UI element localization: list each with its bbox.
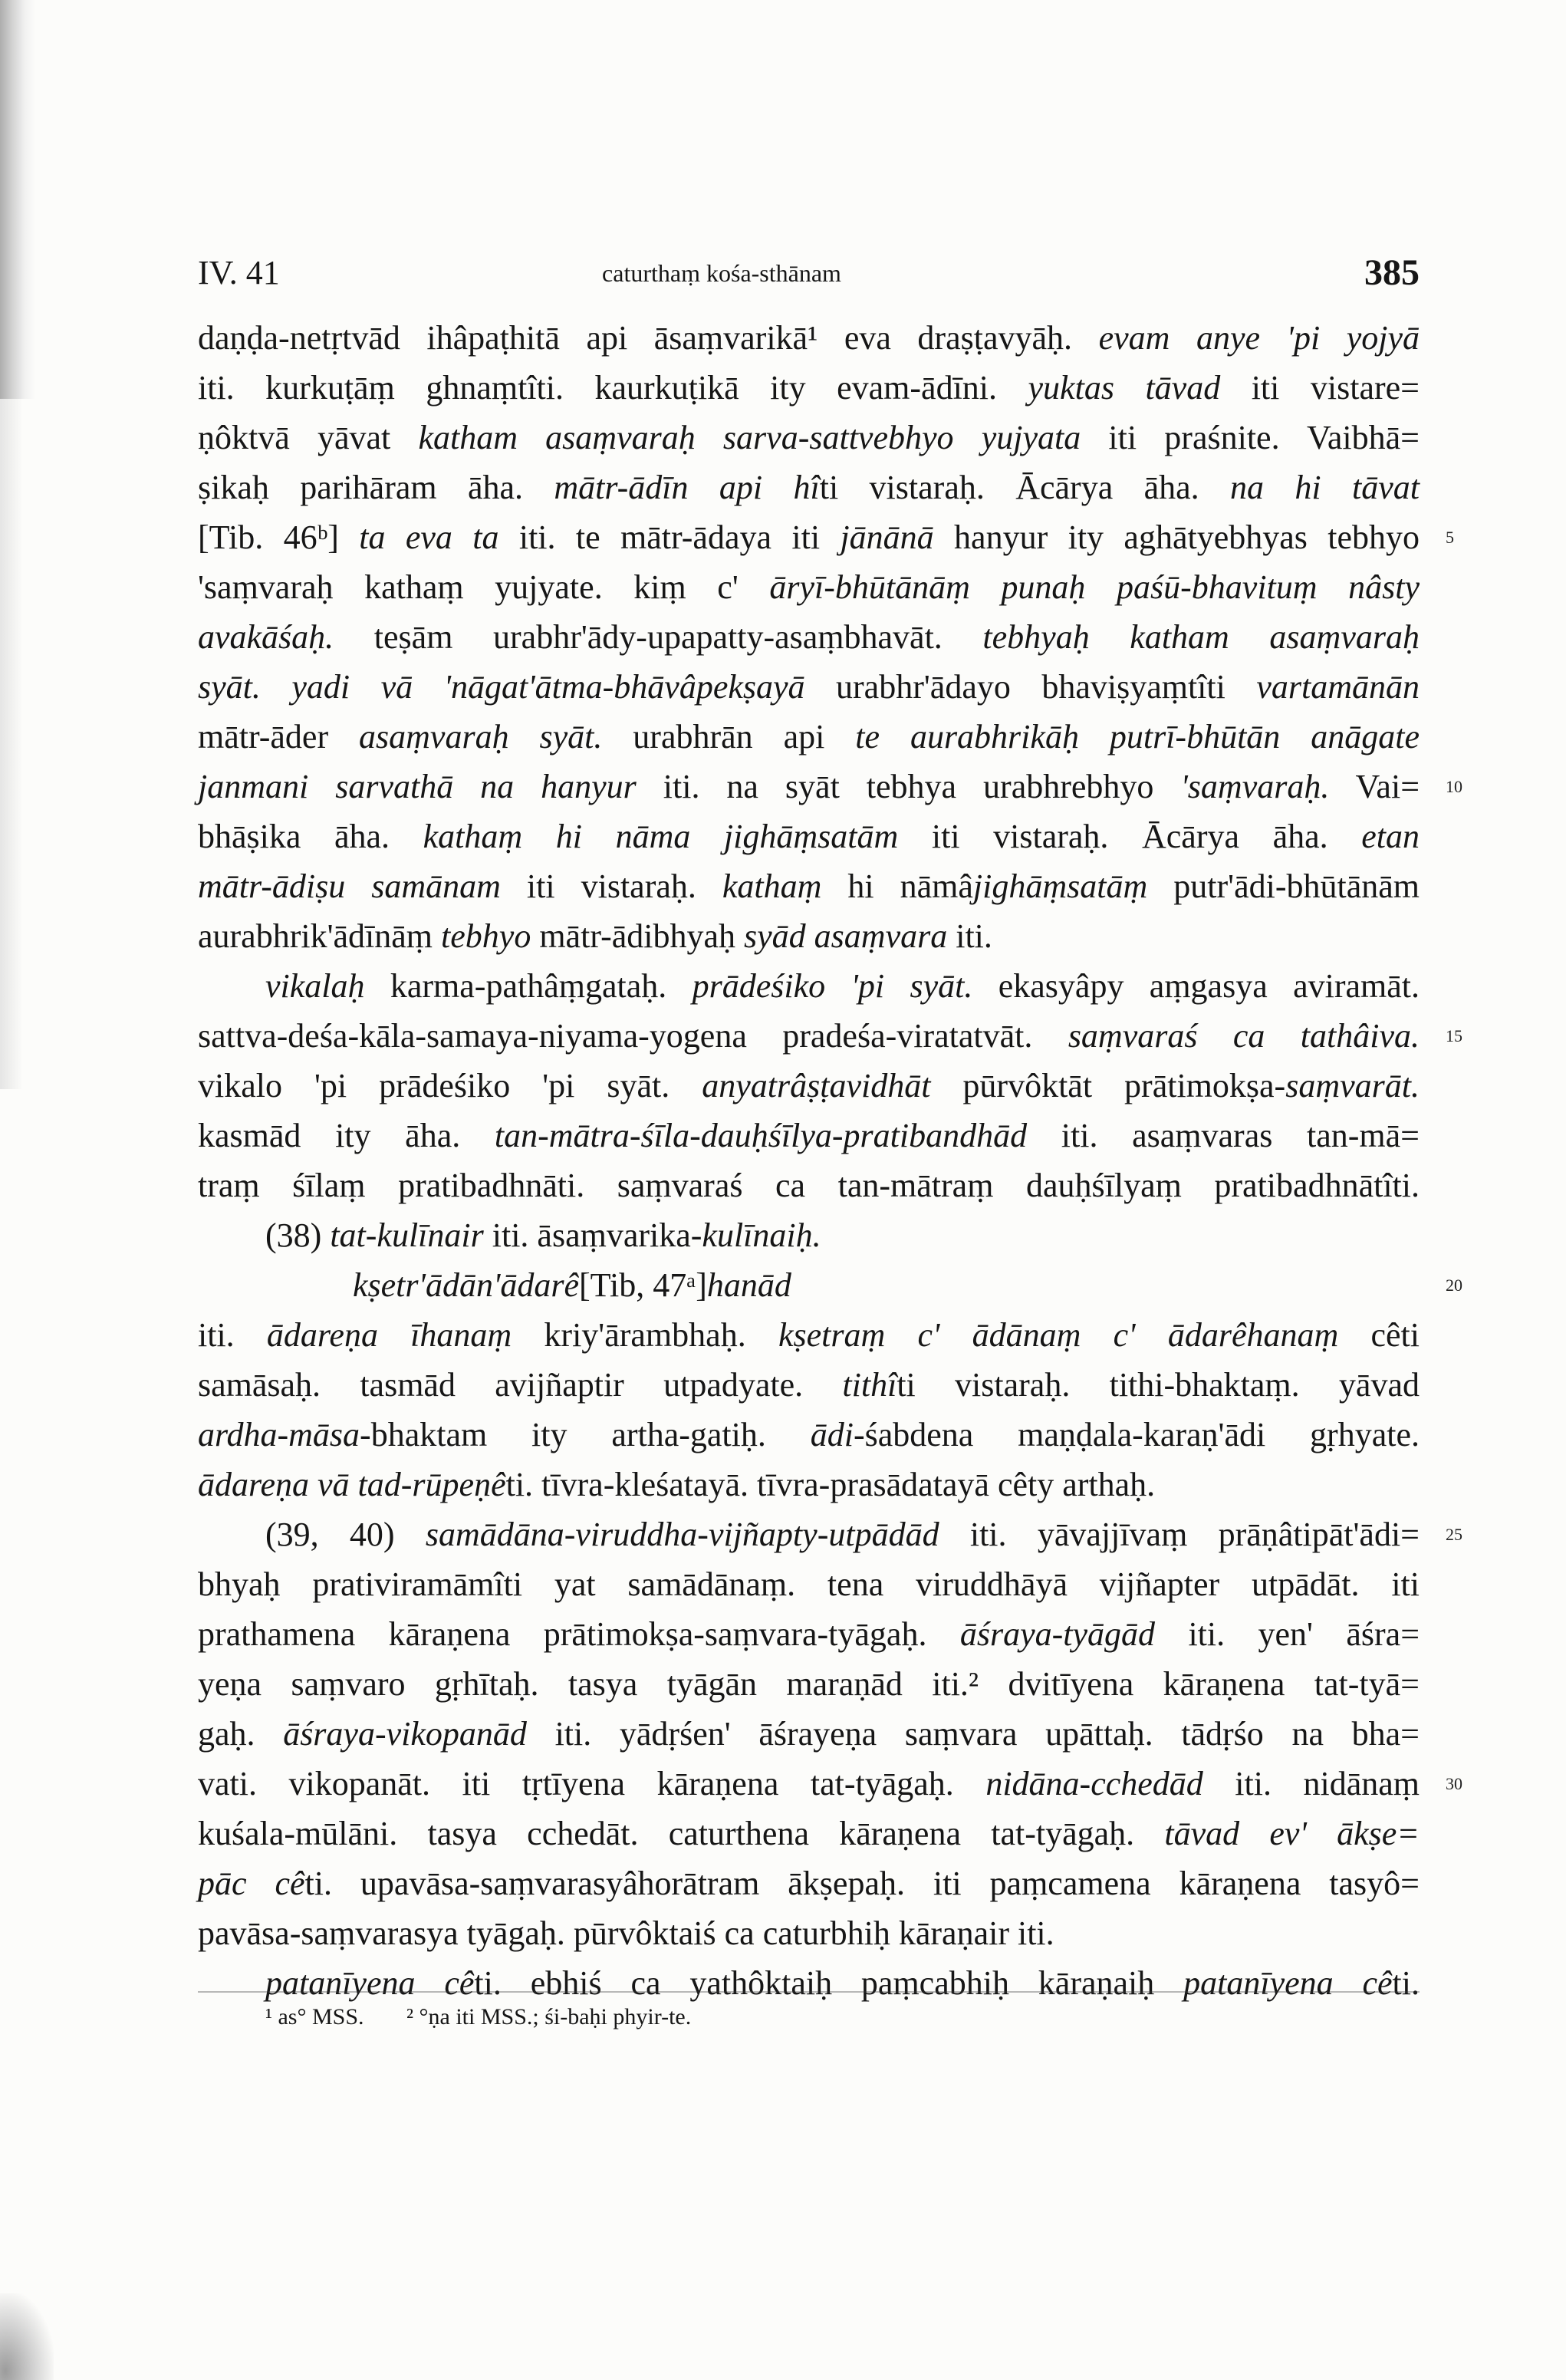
line-number-marker: 15 [1446,1026,1462,1045]
text-segment: iti. [198,1316,267,1354]
text-line [198,811,1420,861]
text-segment: hi nāmâ [821,867,973,905]
footnote-separator [198,1991,1420,1993]
italic-text-segment: kṣetr'ādān'ādarê [353,1266,580,1304]
italic-text-segment: ādareṇa īhanaṃ [266,1316,512,1354]
text-segment: ti vistaraḥ. Ācārya āha. [819,469,1231,506]
text-segment: traṃ śīlaṃ pratibadhnāti. saṃvaraś ca tan-mātraṃ dauḥśīlyaṃ pratibadhnātîti. [198,1167,1420,1204]
italic-text-segment: ādareṇa vā tad-rūpeṇê [198,1466,506,1503]
italic-text-segment: 'saṃvaraḥ. [1180,768,1330,805]
italic-text-segment: jānānā [840,518,934,556]
text-line [198,1659,1420,1709]
italic-text-segment: pāc cê [198,1865,305,1902]
line-number-marker: 10 [1446,777,1462,796]
text-segment: pavāsa-saṃvarasya tyāgaḥ. pūrvôktaiś ca caturbhiḥ kāraṇair iti. [198,1914,1054,1952]
text-line [198,1809,1420,1858]
text-segment: samāsaḥ. tasmād avijñaptir utpadyate. [198,1366,843,1404]
text-segment: putr'ādi-bhūtānām [1147,867,1420,905]
scan-binding-shadow [0,0,35,399]
italic-text-segment: yuktas tāvad [1028,369,1221,407]
text-segment: prathamena kāraṇena prātimokṣa-saṃvara-tyāgaḥ. [198,1615,960,1653]
italic-text-segment: anyatrâṣṭavidhāt [702,1067,931,1104]
text-line [198,363,1420,413]
text-line [265,1509,1420,1559]
text-segment: ti. tīvra-kleśatayā. tīvra-prasādatayā cêty arthaḥ. [505,1466,1156,1503]
text-segment: ti. upavāsa-saṃvarasyâhorātram ākṣepaḥ. iti paṃcamena kāraṇena tasyô= [304,1865,1420,1902]
italic-text-segment: prādeśiko 'pi syāt. [692,967,973,1005]
italic-text-segment: mātr-ādīn api hî [554,469,820,506]
italic-text-segment: te aurabhrikāḥ putrī-bhūtān anāgate [855,718,1420,755]
text-segment: [Tib, 47ᵃ] [579,1266,707,1304]
text-segment: (39, 40) [265,1516,426,1553]
text-segment: yeṇa saṃvaro gṛhītaḥ. tasya tyāgān maraṇād iti.² dvitīyena kāraṇena tat-tyā= [198,1665,1420,1703]
scan-smudge [0,2293,54,2380]
page-number: 385 [1364,252,1420,293]
text-line [198,861,1420,911]
line-number-marker: 25 [1446,1525,1462,1544]
text-segment: vati. vikopanāt. iti tṛtīyena kāraṇena tat-tyāgaḥ. [198,1765,986,1802]
text-line [198,1410,1420,1460]
text-line [198,1011,1420,1061]
footnotes [265,1998,728,2036]
text-segment: gaḥ. [198,1715,284,1753]
italic-text-segment: janmani sarvathā na hanyur [198,768,637,805]
text-segment: kasmād ity āha. [198,1117,495,1154]
italic-text-segment: na hi tāvat [1230,469,1420,506]
text-segment: iti. āsaṃvarika- [483,1216,702,1254]
text-line [198,1559,1420,1609]
section-reference: IV. 41 [198,254,280,291]
italic-text-segment: hanād [706,1266,791,1304]
text-segment: 'saṃvaraḥ kathaṃ yujyate. kiṃ c' [198,568,770,606]
italic-text-segment: etan [1361,818,1420,855]
text-segment: iti. kurkuṭāṃ ghnaṃtîti. kaurkuṭikā ity evam-ādīni. [198,369,1028,407]
text-line [198,1061,1420,1111]
text-segment: iti. nidānaṃ [1202,1765,1420,1802]
text-segment: mātr-āder [198,718,360,755]
text-line [198,463,1420,512]
text-line [198,1908,1420,1958]
text-segment: iti. [947,917,992,955]
text-line [198,313,1420,363]
text-segment: aurabhrik'ādīnāṃ [198,917,442,955]
text-segment: pūrvôktāt prātimokṣa- [930,1067,1286,1104]
text-segment: urabhr'ādayo bhaviṣyaṃtîti [804,668,1257,706]
text-line [198,1160,1420,1210]
italic-text-segment: āryī-bhūtānāṃ punaḥ paśū-bhavituṃ nâsty [769,568,1420,606]
text-segment: iti. te mātr-ādaya iti [498,518,841,556]
text-segment: iti. yen' āśra= [1155,1615,1420,1653]
italic-text-segment: syāt. yadi vā 'nāgat'ātma-bhāvâpekṣayā [198,668,805,706]
italic-text-segment: tebhyaḥ katham asaṃvaraḥ [982,618,1420,656]
italic-text-segment: syād asaṃvara [744,917,948,955]
italic-text-segment: mātr-ādiṣu samānam [198,867,501,905]
italic-text-segment: kṣetraṃ c' ādānaṃ c' ādarêhanaṃ [778,1316,1339,1354]
line-number-marker: 30 [1446,1774,1462,1793]
scan-edge-noise [0,399,23,1089]
text-line [198,512,1420,562]
text-line [353,1260,791,1310]
text-segment: ṣikaḥ parihāram āha. [198,469,554,506]
text-line [198,612,1420,662]
text-line [198,712,1420,762]
footnote-2: ² °ṇa iti MSS.; śi-baḥi phyir-te. [406,2004,692,2029]
text-segment: vikalo 'pi prādeśiko 'pi syāt. [198,1067,702,1104]
text-segment: bhyaḥ prativiramāmîti yat samādānaṃ. tena viruddhāyā vijñapter utpādāt. iti [198,1565,1420,1603]
text-line [198,911,1420,961]
line-number-marker: 20 [1446,1276,1462,1295]
text-line [198,1111,1420,1160]
text-segment: teṣām urabhr'ādy-upapatty-asaṃbhavāt. [334,618,983,656]
italic-text-segment: āśraya-tyāgād [959,1615,1156,1653]
text-line [265,1210,1420,1260]
italic-text-segment: ādi- [810,1416,865,1453]
footnote-1: ¹ as° MSS. [265,2004,364,2029]
italic-text-segment: ardha-māsa- [198,1416,371,1453]
text-segment: iti praśnite. Vaibhā= [1081,419,1420,456]
text-line [198,1360,1420,1410]
text-segment: kuśala-mūlāni. tasya cchedāt. caturthena kāraṇena tat-tyāgaḥ. [198,1815,1165,1852]
italic-text-segment: jighāṃsatāṃ [972,867,1148,905]
italic-text-segment: patanīyena cê [265,1964,475,2002]
text-segment: śabdena maṇḍala-karaṇ'ādi gṛhyate. [864,1416,1420,1453]
italic-text-segment: patanīyena cê [1183,1964,1393,2002]
text-line [198,1310,1420,1360]
running-title: caturthaṃ kośa-sthānam [602,259,841,287]
text-segment: karma-pathâṃgataḥ. [364,967,693,1005]
text-segment: iti vistaraḥ. Ācārya āha. [898,818,1362,855]
text-line [198,1460,1420,1509]
italic-text-segment: katham asaṃvaraḥ sarva-sattvebhyo yujyata [418,419,1081,456]
text-segment: urabhrān api [602,718,856,755]
text-segment: ti. [1392,1964,1420,2002]
text-segment: kriy'ārambhaḥ. [512,1316,778,1354]
italic-text-segment: tat-kulīnair [330,1216,484,1254]
italic-text-segment: tithî [842,1366,897,1404]
italic-text-segment: avakāśaḥ. [198,618,334,656]
text-segment: Vai= [1329,768,1420,805]
italic-text-segment: kathaṃ hi nāma jighāṃsatām [423,818,899,855]
text-segment: [Tib. 46ᵇ] [198,518,360,556]
text-segment: iti. na syāt tebhya urabhrebhyo [636,768,1181,805]
text-segment: bhaktam ity artha-gatiḥ. [370,1416,811,1453]
text-segment: iti. yādṛśen' āśrayeṇa saṃvara upāttaḥ. tādṛśo na bha= [526,1715,1420,1753]
italic-text-segment: kathaṃ [722,867,822,905]
line-number-marker: 5 [1446,528,1454,547]
italic-text-segment: āśraya-vikopanād [283,1715,527,1753]
text-segment: sattva-deśa-kāla-samaya-niyama-yogena pradeśa-viratatvāt. [198,1017,1068,1055]
italic-text-segment: samādāna-viruddha-vijñapty-utpādād [425,1516,939,1553]
text-line [198,1709,1420,1759]
text-line [198,1858,1420,1908]
text-segment: cêti [1338,1316,1420,1354]
text-segment: ti vistaraḥ. tithi-bhaktaṃ. yāvad [897,1366,1420,1404]
text-segment: ṇôktvā yāvat [198,419,419,456]
italic-text-segment: nidāna-cchedād [985,1765,1203,1802]
text-segment: ti. ebhiś ca yathôktaiḥ paṃcabhiḥ kāraṇaiḥ [474,1964,1184,2002]
italic-text-segment: vartamānān [1256,668,1420,706]
text-line [198,762,1420,811]
text-segment: (38) [265,1216,331,1254]
italic-text-segment: tan-mātra-śīla-dauḥśīlya-pratibandhād [494,1117,1028,1154]
italic-text-segment: saṃvarāt. [1285,1067,1420,1104]
text-segment: hanyur ity aghātyebhyas tebhyo [933,518,1420,556]
italic-text-segment: evam anye 'pi yojyā [1098,319,1420,357]
italic-text-segment: saṃvaraś ca tathâiva. [1068,1017,1420,1055]
text-segment: mātr-ādibhyaḥ [531,917,745,955]
text-segment: iti vistare= [1220,369,1420,407]
text-segment: ekasyâpy aṃgasya aviramāt. [972,967,1420,1005]
text-segment: bhāṣika āha. [198,818,423,855]
italic-text-segment: tebhyo [441,917,531,955]
italic-text-segment: ta eva ta [359,518,499,556]
text-line [198,413,1420,463]
text-line [198,562,1420,612]
text-segment: iti. yāvajjīvaṃ prāṇâtipāt'ādi= [939,1516,1420,1553]
italic-text-segment: kulīnaiḥ. [702,1216,821,1254]
italic-text-segment: tāvad ev' ākṣe= [1164,1815,1420,1852]
text-segment: daṇḍa-netṛtvād ihâpaṭhitā api āsaṃvarikā¹ eva draṣṭavyāḥ. [198,319,1099,357]
italic-text-segment: asaṃvaraḥ syāt. [359,718,603,755]
text-line [198,1759,1420,1809]
text-segment: iti vistaraḥ. [500,867,722,905]
italic-text-segment: vikalaḥ [265,967,365,1005]
text-line [198,662,1420,712]
text-line [198,1609,1420,1659]
text-line [265,961,1420,1011]
text-segment: iti. asaṃvaras tan-mā= [1027,1117,1420,1154]
